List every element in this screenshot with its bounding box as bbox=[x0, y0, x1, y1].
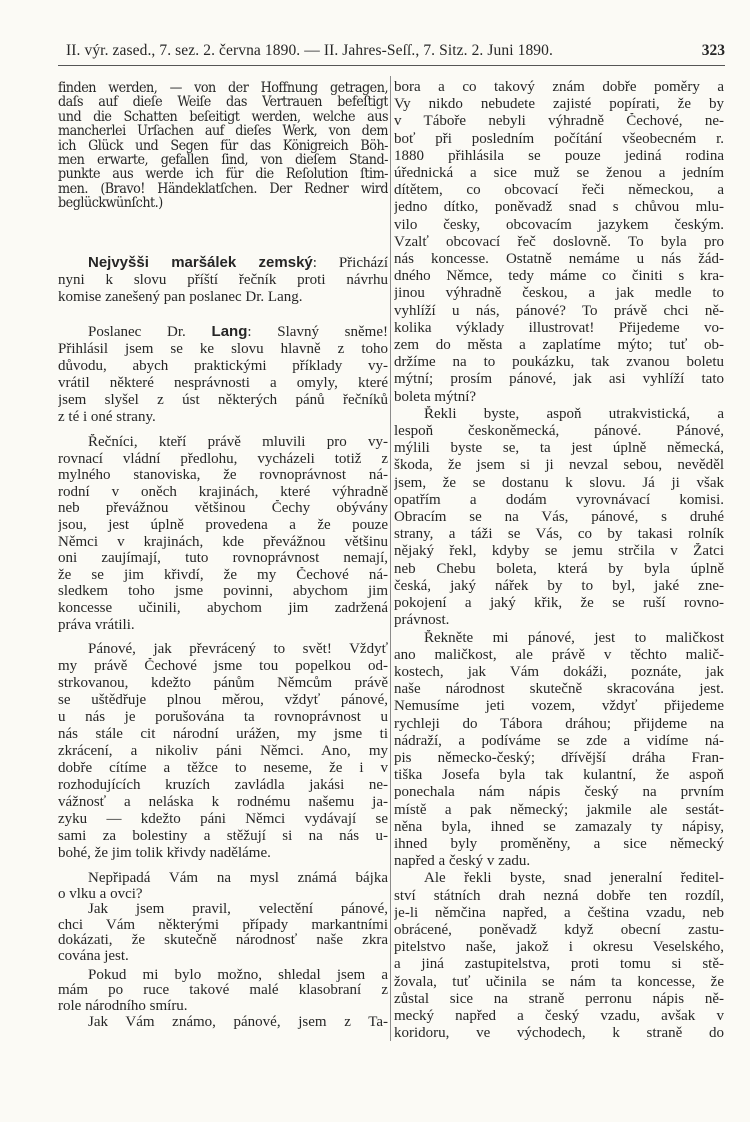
running-header bbox=[58, 40, 725, 62]
paragraph-jak-jsem bbox=[58, 902, 388, 964]
speaker-name: Lang bbox=[211, 323, 248, 340]
line-text: : Slavný sněme! bbox=[247, 324, 388, 340]
paragraph-line: sledkem toho jsme povinni, abychom jim bbox=[58, 583, 388, 600]
page-number: 323 bbox=[701, 42, 725, 59]
paragraph-line: Vzalť obcovací řeč doslovně. To byla pro bbox=[394, 233, 724, 250]
paragraph-tabor bbox=[394, 79, 724, 406]
paragraph-line: Němci v krajinách, kde převážnou většinu bbox=[58, 533, 388, 550]
paragraph-line: Řekněte mi pánové, jest to maličkost bbox=[424, 629, 724, 646]
paragraph-line: 1880 přihlásila se pouze jediná rodina bbox=[394, 147, 724, 164]
paragraph-line: držíme na to poukázku, tak zvanou boletu bbox=[394, 354, 724, 371]
paragraph-line: pis německo-český; dřívější dráha Fran- bbox=[394, 749, 724, 766]
paragraph-line: Řečníci, kteří právě mluvili pro vy- bbox=[88, 434, 388, 450]
paragraph-line: škoda, že jsem si ji nevzal sebou, nevěděl bbox=[394, 457, 724, 474]
paragraph-line: jsem, že se dostanu k slovu. Já ji však bbox=[394, 474, 724, 491]
paragraph-line: opatřím a dodám vyrovnávací komisi. bbox=[394, 491, 724, 508]
paragraph-line: mylného stanoviska, že rovnoprávnost ná- bbox=[58, 467, 388, 484]
paragraph-line: nádraží, a podíváme se zde a vidíme ná- bbox=[394, 732, 724, 749]
paragraph-line: strkovanou, kdežto pánům Němcům právě bbox=[58, 675, 388, 691]
right-column bbox=[394, 79, 724, 1042]
paragraph-lines bbox=[58, 341, 388, 426]
paragraph-line: právnost. bbox=[394, 612, 450, 629]
paragraph-line: o vlku a ovci? bbox=[58, 886, 143, 902]
paragraph-line: jsou, jest úplně provedena a že pouze bbox=[58, 516, 388, 533]
paragraph-line: místě a pak německý; jakmile ale sestát- bbox=[394, 801, 724, 818]
paragraph-line: Ale řekli byste, snad jeneralní ředitel- bbox=[424, 870, 724, 887]
paragraph-line: vyhlíží u nás, pánové? To právě chci ně- bbox=[394, 302, 724, 319]
paragraph-line: ich Glück und Segen für das Königreich Böh- bbox=[58, 138, 388, 154]
paragraph-line: boleta mýtní? bbox=[394, 388, 477, 405]
paragraph-line: bohé, že jim tolik křivdy naděláme. bbox=[58, 845, 271, 861]
paragraph-line: mýtní; prosím pánové, jak asi vyhlíží tato bbox=[394, 371, 724, 388]
running-head-title: II. výr. zased., 7. sez. 2. června 1890. — II. Jahres-Seſſ., 7. Sitz. 2. Juni 1890. bbox=[66, 42, 553, 59]
paragraph-line: žovala, tuť učinila se nám ta koncesse, že bbox=[394, 973, 724, 990]
paragraph-line: pokojení a jaký křik, že se ruší rovno- bbox=[394, 595, 724, 612]
paragraph-line: vilo česky, obcovacím jazykem českým. bbox=[394, 216, 724, 233]
paragraph-line: nyni k slovu příští řečník proti návrhu bbox=[58, 272, 388, 288]
line-text: Poslanec Dr. bbox=[88, 324, 212, 340]
paragraph-line: zůstal sice na straně perronu nápis ně- bbox=[394, 990, 724, 1007]
paragraph-line: my právě Čechové jsme tou popelkou od- bbox=[58, 658, 388, 674]
paragraph-line: Pokud mi bylo možno, shledal jsem a bbox=[88, 968, 388, 983]
paragraph-recnici bbox=[58, 434, 388, 633]
paragraph-line: napřed a český v zadu. bbox=[394, 853, 531, 870]
paragraph-line: tiška Josefa byla tak kulantní, že aspoň bbox=[394, 767, 724, 784]
paragraph-line: chci Vám některými případy markantními bbox=[58, 917, 388, 933]
paragraph-line: rodní v oněch krajinách, které výhradně bbox=[58, 483, 388, 500]
paragraph-line: dítětem, co obcovací řeči německou, a bbox=[394, 182, 724, 199]
paragraph-jak-vam bbox=[58, 1014, 388, 1030]
paragraph-line: strany, a táži se Vás, co by takasi rolník bbox=[394, 526, 724, 543]
paragraph-line: se uštědřuje plnou měrou, vždyť pánové, bbox=[58, 692, 388, 708]
paragraph-line: dného Němce, tedy máme co činiti s kra- bbox=[394, 268, 724, 285]
paragraph-line: jedno dítko, poněvadž snad s chůvou mlu- bbox=[394, 199, 724, 216]
paragraph-line: a jiná zastupitelstva, proti tomu si stě- bbox=[394, 956, 724, 973]
paragraph-line: u nás je porušována ta rovnoprávnost u bbox=[58, 709, 388, 725]
paragraph-line: mecký napřed a český vzadu, avšak v bbox=[394, 1007, 724, 1024]
paragraph-line: Nepřipadá Vám na mysl známá bájka bbox=[88, 871, 388, 886]
paragraph-line: bora a co takový znám dobře poměry a bbox=[394, 79, 724, 95]
paragraph-line bbox=[58, 323, 388, 341]
paragraph-line: daſs auf dieſe Weiſe das Vertrauen befeſtigt bbox=[58, 95, 388, 110]
paragraph-line: komise zanešený pan poslanec Dr. Lang. bbox=[58, 289, 303, 305]
paragraph-line: neb Chebu boleta, která by byla úplně bbox=[394, 560, 724, 577]
paragraph-line: rovnací vládní předlohu, vycházeli totiž z bbox=[58, 450, 388, 467]
paragraph-line: rozhodujících kruzích zavládla jakási ne- bbox=[58, 777, 388, 793]
paragraph-line: v Táboře nebyli výhradně Čechové, ne- bbox=[394, 113, 724, 130]
paragraph-line: role národního smíru. bbox=[58, 998, 188, 1014]
paragraph-reknete bbox=[394, 630, 724, 871]
paragraph-nepripada bbox=[58, 871, 388, 902]
paragraph-line: kolika výklady illustrovat! Přijedeme vo- bbox=[394, 319, 724, 336]
paragraph-line: pitelstvo naše, jakož i okresu Veselského, bbox=[394, 939, 724, 956]
paragraph-line: Vy nikdo nebudete zajisté popírati, že by bbox=[394, 96, 724, 113]
paragraph-line: mám po ruce takové malé klasobraní z bbox=[58, 983, 388, 999]
paragraph-panove bbox=[58, 641, 388, 862]
paragraph-line: Obracím se na Vás, pánové, s druhé bbox=[394, 509, 724, 526]
column-divider bbox=[390, 76, 391, 1041]
paragraph-line: zem do města a zaplatíme mýto; tuť ob- bbox=[394, 337, 724, 354]
paragraph-line: dobře cítíme a těžce to neseme, že i v bbox=[58, 760, 388, 776]
paragraph-line: zyku — kdežto páni Němci vydávají se bbox=[58, 811, 388, 827]
speaker-name: Nejvyšši maršálek zemský bbox=[88, 254, 313, 271]
paragraph-rekli bbox=[394, 406, 724, 630]
paragraph-line: je-li němčina napřed, a čeština vzadu, neb bbox=[394, 904, 724, 921]
paragraph-line: vrátil některé nesprávnosti a omyly, které bbox=[58, 375, 388, 391]
paragraph-ale-rekli bbox=[394, 870, 724, 1042]
paragraph-line: koncesse učinili, abychom jim zadržená bbox=[58, 599, 388, 616]
paragraph-line: že se jim křivdí, že my Čechové ná- bbox=[58, 566, 388, 583]
paragraph-line: rychleji do Tábora dráhou; přijdeme na bbox=[394, 715, 724, 732]
paragraph-line: boť při posledním počítání všeobecném r. bbox=[394, 130, 724, 147]
paragraph-line: jinou výhradně českou, a jak medle to bbox=[394, 285, 724, 302]
paragraph-line: česká, jaký nářek by to byl, jaké zne- bbox=[394, 577, 724, 594]
paragraph-line: úřednická a sice muž se ženou a jedním bbox=[394, 165, 724, 182]
paragraph-line: lespoň českoněmecká, pánové. Pánové, bbox=[394, 423, 724, 440]
paragraph-line: koridoru, ve východech, k straně do bbox=[394, 1025, 724, 1042]
paragraph-line bbox=[58, 254, 388, 272]
paragraph-line: z té i oné strany. bbox=[58, 409, 156, 425]
paragraph-line: mýlili byste se, ta jest úplně německá, bbox=[394, 440, 724, 457]
paragraph-pokud bbox=[58, 968, 388, 1014]
paragraph-line: finden werden, — von der Hoffnung getragen, bbox=[58, 81, 388, 96]
line-text: : Přichází bbox=[312, 255, 388, 271]
paragraph-line: oni zaujímají, tuto rovnoprávnost nemají, bbox=[58, 550, 388, 567]
lang-paragraph bbox=[58, 323, 388, 426]
german-paragraph bbox=[58, 81, 388, 211]
paragraph-line: nás koncesse. Ostatně nemáme u nás žád- bbox=[394, 251, 724, 268]
paragraph-line: und die Schatten beſeitigt werden, welche aus bbox=[58, 109, 388, 125]
paragraph-line: Jak Vám známo, pánové, jsem z Ta- bbox=[88, 1014, 388, 1030]
paragraph-line: důvodu, abych praktickými příklady vy- bbox=[58, 358, 388, 374]
paragraph-line: beglückwünſcht.) bbox=[58, 196, 163, 211]
paragraph-line: něna byla, ihned se zamazaly ty nápisy, bbox=[394, 818, 724, 835]
paragraph-line: punkte aus werde ich für die Reſolution ſtim- bbox=[58, 167, 388, 182]
paragraph-line: Jak jsem pravil, velectění pánové, bbox=[88, 902, 388, 917]
paragraph-line: Pánové, jak převrácený to svět! Vždyť bbox=[88, 641, 388, 657]
paragraph-line: men. (Bravo! Händeklatſchen. Der Redner wird bbox=[58, 181, 388, 197]
paragraph-line: nějaký řekl, kdyby se jemu strčila v Žatci bbox=[394, 543, 724, 560]
paragraph-line: nás stále cit národní urážen, my jsme ti bbox=[58, 726, 388, 742]
paragraph-line: ano maličkost, ale právě v těchto malič- bbox=[394, 646, 724, 663]
paragraph-line: men erwarte, gefallen ſind, von dieſem Stand- bbox=[58, 153, 388, 168]
paragraph-line: obrácené, poněvadž když obecní zastu- bbox=[394, 921, 724, 938]
paragraph-line: naše národnost skutečně skracována jest. bbox=[394, 681, 724, 698]
paragraph-line: ponechala nám nápis český na prvním bbox=[394, 784, 724, 801]
marshal-paragraph bbox=[58, 254, 388, 306]
paragraph-line: cována jest. bbox=[58, 948, 129, 964]
paragraph-line: Řekli byste, aspoň utrakvistická, a bbox=[424, 405, 724, 422]
paragraph-line: kostech, jak Vám dokáži, poznáte, jak bbox=[394, 663, 724, 680]
paragraph-line: ství státních drah nezná dobře ten rozdíl, bbox=[394, 887, 724, 904]
header-rule bbox=[58, 65, 725, 66]
paragraph-line: vážnosť a neláska k rodnému našemu ja- bbox=[58, 794, 388, 810]
paragraph-line: dokázati, že skutečně národnosť naše zkra bbox=[58, 933, 388, 949]
paragraph-line: jsem slyšel z úst některých pánů řečníků bbox=[58, 392, 388, 408]
paragraph-line: zkrácení, a nikoliv páni Němci. Ano, my bbox=[58, 743, 388, 759]
paragraph-lines bbox=[58, 272, 388, 306]
paragraph-line: práva vrátili. bbox=[58, 616, 135, 633]
paragraph-line: Přihlásil jsem se ke slovu hlavně z toho bbox=[58, 341, 388, 357]
paragraph-line: sami za bolestiny a stěžují si na nás u- bbox=[58, 828, 388, 844]
paragraph-line: ihned byly proměněny, a sice německý bbox=[394, 835, 724, 852]
paragraph-line: neb převážnou většinou Čechy obývány bbox=[58, 500, 388, 517]
paragraph-line: Nemusíme jeti vozem, vždyť přijedeme bbox=[394, 698, 724, 715]
paragraph-line: mancherlei Urſachen auf dieſes Werk, von dem bbox=[58, 124, 388, 139]
